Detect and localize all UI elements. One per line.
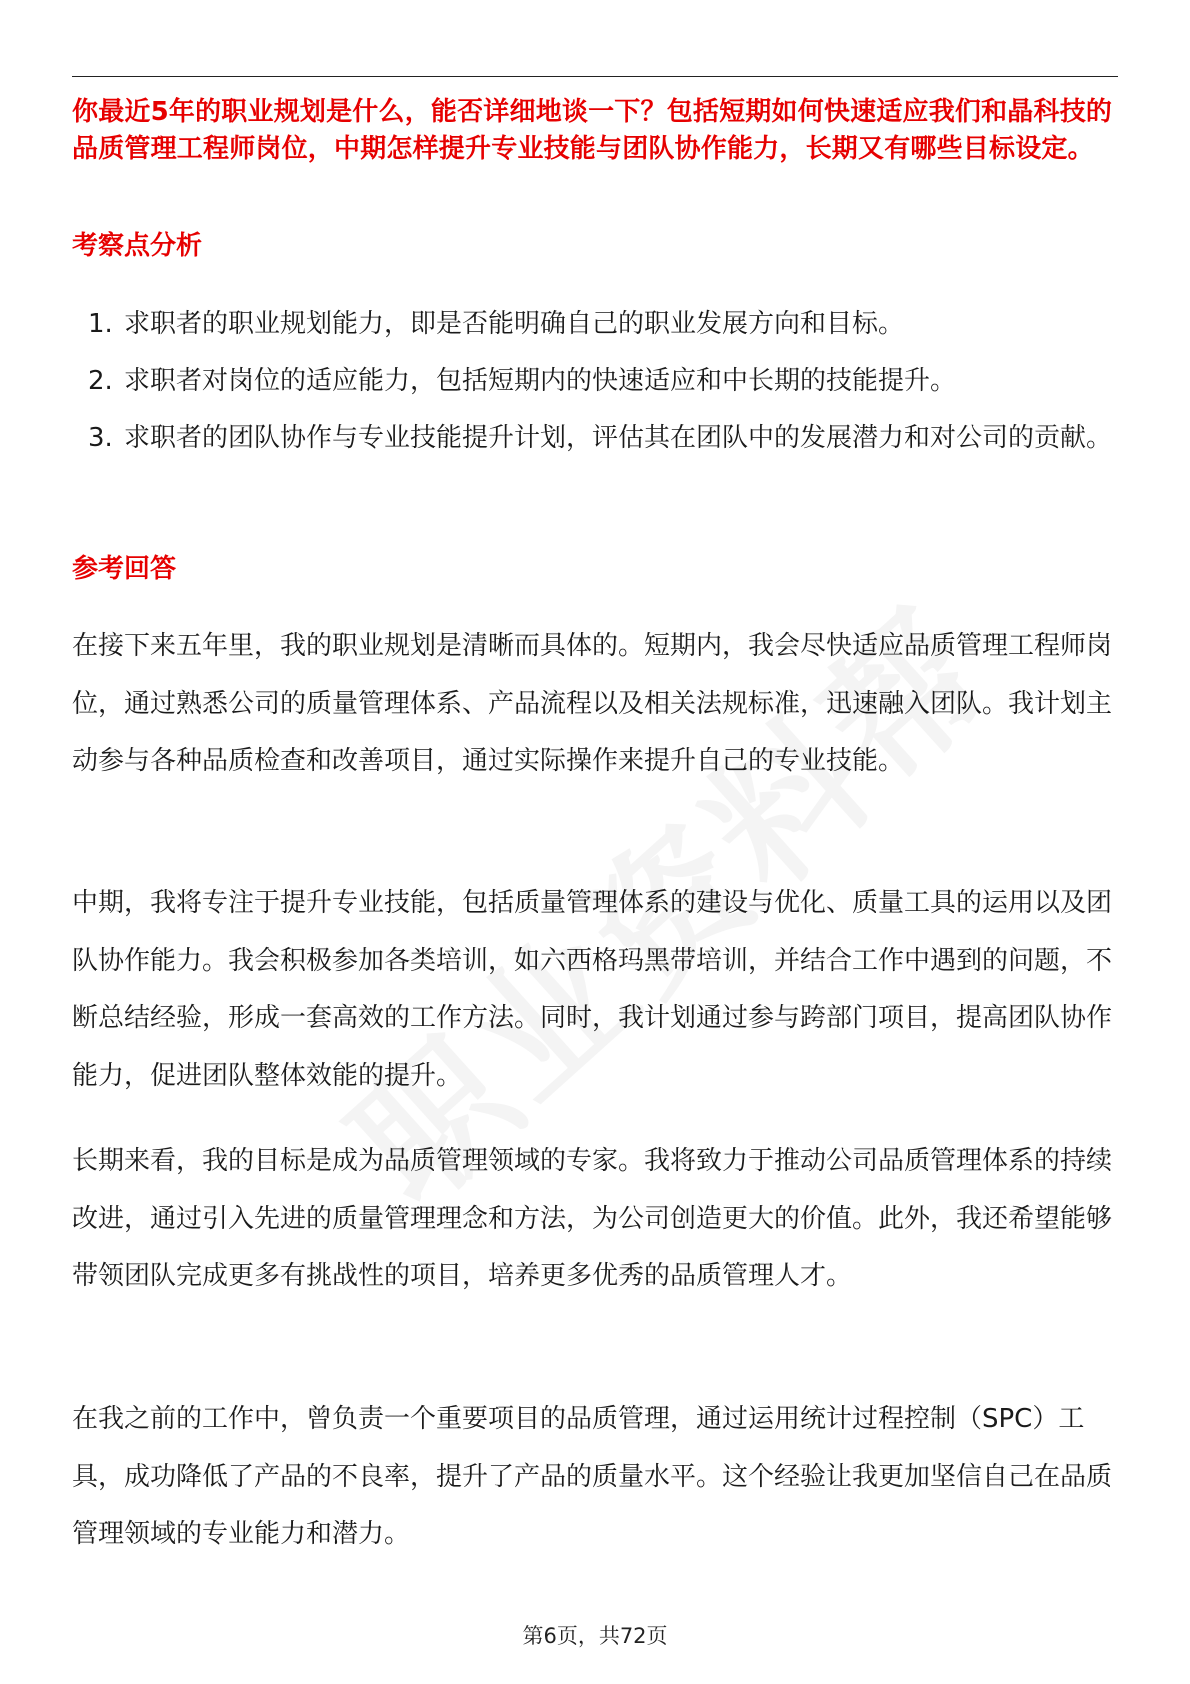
answer-paragraph: 在我之前的工作中，曾负责一个重要项目的品质管理，通过运用统计过程控制（SPC）工具，成功降低了产品的不良率，提升了产品的质量水平。这个经验让我更加坚信自己在品质管理领域的专业能力和潜力。: [72, 1404, 1113, 1549]
list-item-text: 求职者对岗位的适应能力，包括短期内的快速适应和中长期的技能提升。: [124, 366, 957, 396]
page-number: 第6页，共72页: [522, 1624, 668, 1648]
answer-paragraph: 在接下来五年里，我的职业规划是清晰而具体的。短期内，我会尽快适应品质管理工程师岗位，通过熟悉公司的质量管理体系、产品流程以及相关法规标准，迅速融入团队。我计划主动参与各种品质检查和改善项目，通过实际操作来提升自己的专业技能。: [72, 631, 1113, 776]
list-item: [72, 353, 1122, 410]
analysis-points-list: [72, 296, 1122, 467]
list-item: [72, 296, 1122, 353]
answer-paragraph: 中期，我将专注于提升专业技能，包括质量管理体系的建设与优化、质量工具的运用以及团队协作能力。我会积极参加各类培训，如六西格玛黑带培训，并结合工作中遇到的问题，不断总结经验，形成一套高效的工作方法。同时，我计划通过参与跨部门项目，提高团队协作能力，促进团队整体效能的提升。: [72, 888, 1113, 1091]
list-item: [72, 410, 1122, 467]
answer-paragraph: 长期来看，我的目标是成为品质管理领域的专家。我将致力于推动公司品质管理体系的持续改进，通过引入先进的质量管理理念和方法，为公司创造更大的价值。此外，我还希望能够带领团队完成更多有挑战性的项目，培养更多优秀的品质管理人才。: [72, 1146, 1113, 1291]
interview-question: 你最近5年的职业规划是什么，能否详细地谈一下？包括短期如何快速适应我们和晶科技的品质管理工程师岗位，中期怎样提升专业技能与团队协作能力，长期又有哪些目标设定。: [72, 97, 1113, 164]
answer-heading: 参考回答: [72, 554, 177, 584]
list-item-number: 3.: [88, 423, 113, 453]
list-item-number: 2.: [88, 366, 113, 396]
top-divider: [72, 76, 1118, 77]
analysis-heading: 考察点分析: [72, 231, 203, 261]
list-item-text: 求职者的团队协作与专业技能提升计划，评估其在团队中的发展潜力和对公司的贡献。: [124, 423, 1113, 453]
list-item-text: 求职者的职业规划能力，即是否能明确自己的职业发展方向和目标。: [124, 309, 905, 339]
list-item-number: 1.: [88, 309, 113, 339]
